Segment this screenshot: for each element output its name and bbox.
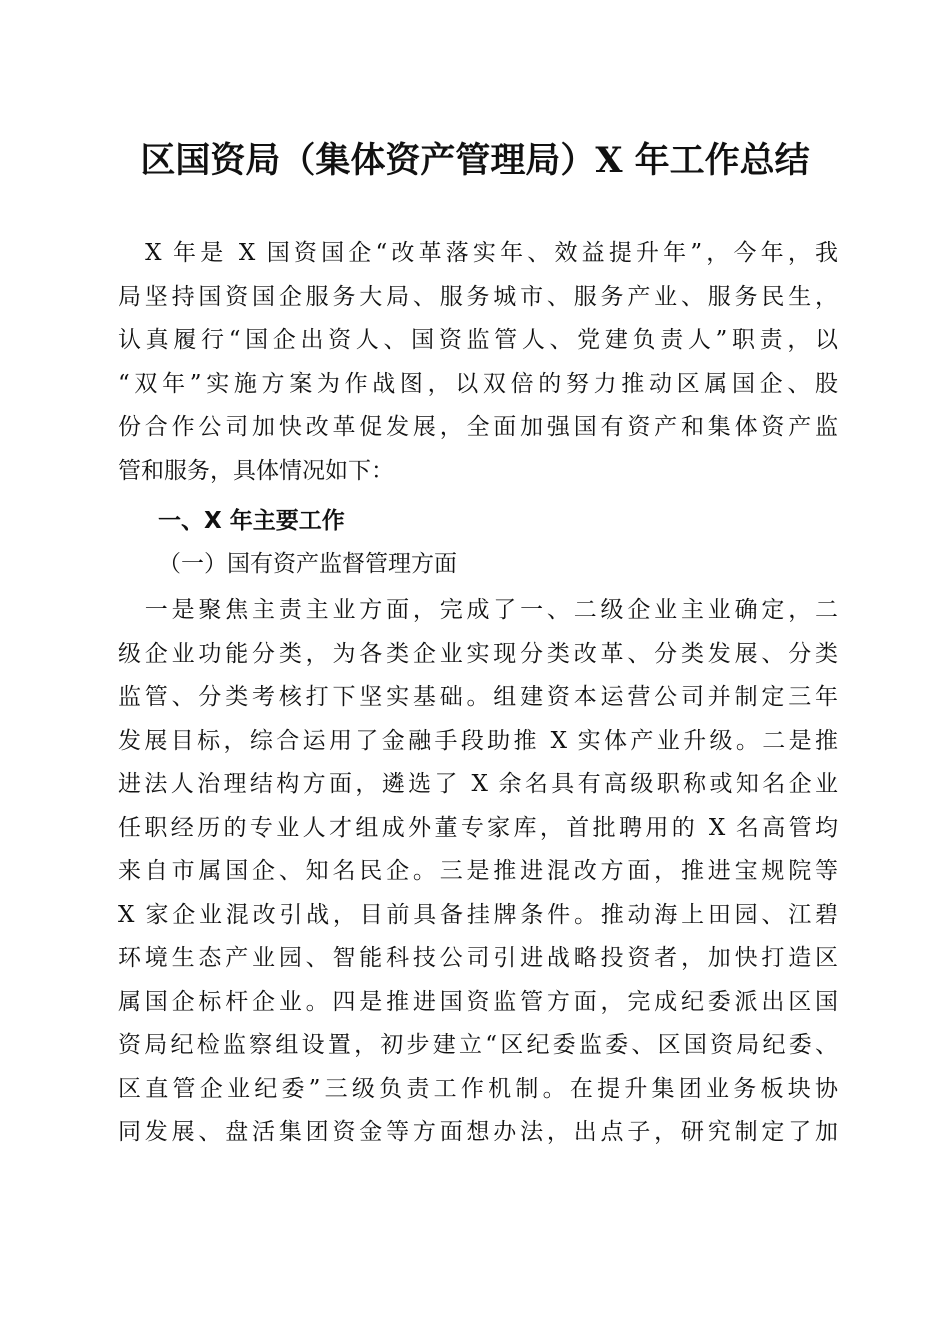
subsection-heading: （一）国有资产监督管理方面	[158, 551, 457, 577]
paragraph-line: 资局纪检监察组设置，初步建立“区纪委监委、区国资局纪委、	[118, 1032, 838, 1058]
intro-paragraph	[118, 232, 838, 493]
paragraph-line: 发展目标，综合运用了金融手段助推 X 实体产业升级。二是推	[118, 727, 838, 754]
paragraph-line: 区直管企业纪委”三级负责工作机制。在提升集团业务板块协	[118, 1075, 838, 1102]
paragraph-line: “双年”实施方案为作战图，以双倍的努力推动区属国企、股	[118, 370, 838, 397]
paragraph-line: 局坚持国资国企服务大局、服务城市、服务产业、服务民生，	[118, 283, 838, 310]
paragraph-line: X 年是 X 国资国企“改革落实年、效益提升年”，今年，我	[118, 240, 838, 266]
paragraph-line: 监管、分类考核打下坚实基础。组建资本运营公司并制定三年	[118, 684, 838, 710]
paragraph-line: X 家企业混改引战，目前具备挂牌条件。推动海上田园、江碧	[118, 901, 838, 928]
document-title: 区国资局（集体资产管理局）X 年工作总结	[140, 140, 810, 181]
paragraph-line: 同发展、盘活集团资金等方面想办法，出点子，研究制定了加	[118, 1119, 838, 1145]
body-paragraph	[118, 589, 838, 1155]
paragraph-line: 任职经历的专业人才组成外董专家库，首批聘用的 X 名高管均	[118, 814, 838, 841]
paragraph-line: 进法人治理结构方面，遴选了 X 余名具有高级职称或知名企业	[118, 771, 838, 797]
paragraph-line: 属国企标杆企业。四是推进国资监管方面，完成纪委派出区国	[118, 988, 838, 1015]
paragraph-line: 管和服务，具体情况如下：	[118, 457, 394, 484]
paragraph-line: 来自市属国企、知名民企。三是推进混改方面，推进宝规院等	[118, 858, 838, 884]
section-heading: 一、X 年主要工作	[158, 508, 345, 534]
paragraph-line: 级企业功能分类，为各类企业实现分类改革、分类发展、分类	[118, 640, 838, 667]
paragraph-line: 一是聚焦主责主业方面，完成了一、二级企业主业确定，二	[118, 597, 838, 623]
paragraph-line: 环境生态产业园、智能科技公司引进战略投资者，加快打造区	[118, 945, 838, 971]
paragraph-line: 认真履行“国企出资人、国资监管人、党建负责人”职责，以	[118, 327, 838, 353]
paragraph-line: 份合作公司加快改革促发展，全面加强国有资产和集体资产监	[118, 414, 838, 440]
